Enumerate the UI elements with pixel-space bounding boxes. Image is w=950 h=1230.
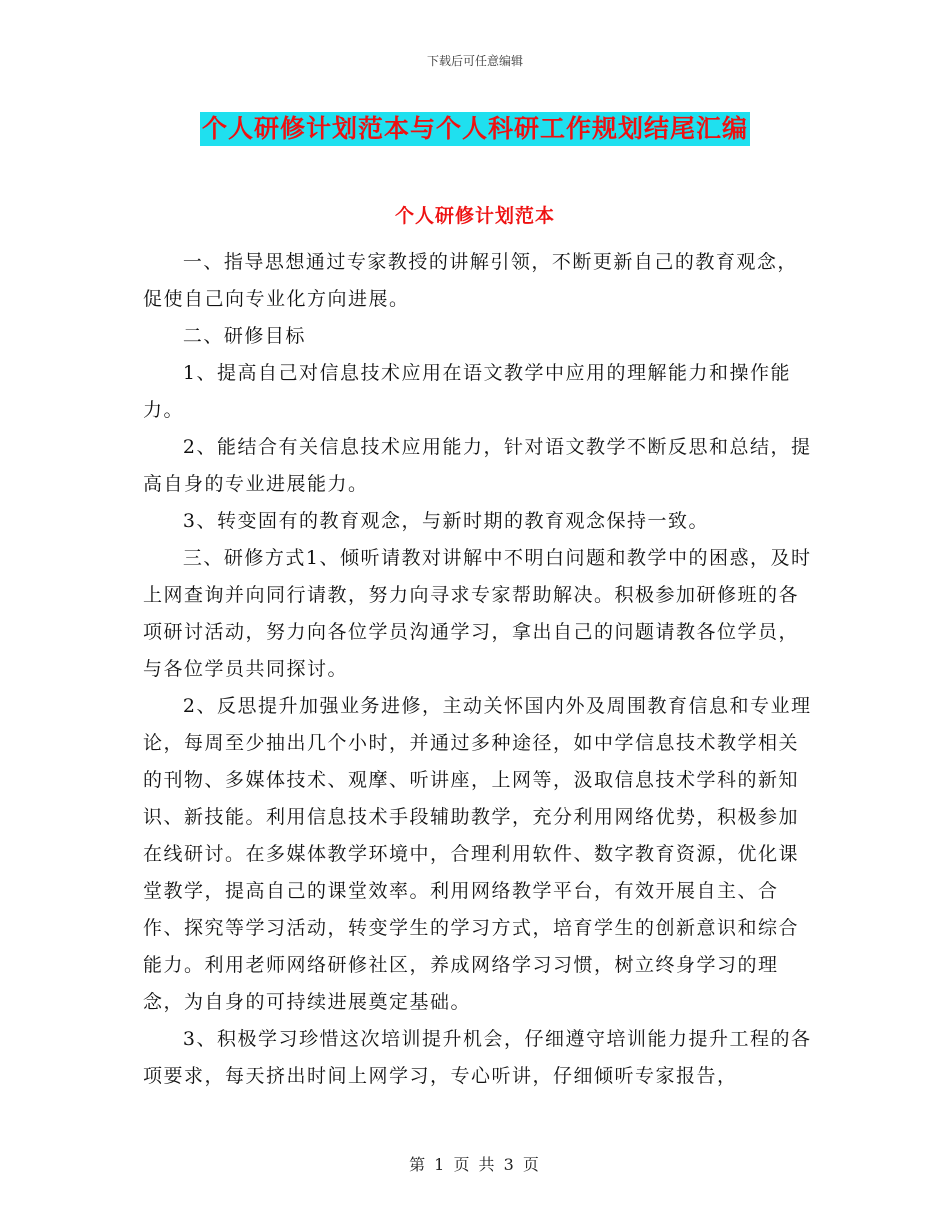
paragraph-goal-3: 3、转变固有的教育观念，与新时期的教育观念保持一致。 (182, 510, 709, 532)
header-note: 下载后可任意编辑 (426, 54, 523, 68)
paragraph-method-1: 三、研修方式1、倾听请教对讲解中不明白问题和教学中的困惑，及时上网查询并向同行请教，努力向寻求专家帮助解决。积极参加研修班的各项研讨活动，努力向各位学员沟通学习，拿出自己的问题请教各位学员，与各位学员共同探讨。 (143, 547, 812, 680)
document-title: 个人研修计划范本与个人科研工作规划结尾汇编 (200, 112, 750, 146)
document-body (143, 244, 817, 1095)
paragraph-method-3: 3、积极学习珍惜这次培训提升机会，仔细遵守培训能力提升工程的各项要求，每天挤出时间上网学习，专心听讲，仔细倾听专家报告， (143, 1028, 812, 1087)
paragraph-goals-heading: 二、研修目标 (182, 325, 306, 347)
paragraph-goal-2: 2、能结合有关信息技术应用能力，针对语文教学不断反思和总结，提高自身的专业进展能力。 (143, 436, 812, 495)
section-title: 个人研修计划范本 (394, 205, 555, 227)
paragraph-guiding-ideology: 一、指导思想通过专家教授的讲解引领，不断更新自己的教育观念，促使自己向专业化方向进展。 (143, 251, 798, 310)
paragraph-goal-1: 1、提高自己对信息技术应用在语文教学中应用的理解能力和操作能力。 (143, 362, 791, 421)
paragraph-method-2: 2、反思提升加强业务进修，主动关怀国内外及周围教育信息和专业理论，每周至少抽出几个小时，并通过多种途径，如中学信息技术教学相关的刊物、多媒体技术、观摩、听讲座，上网等，汲取信息技术学科的新知识、新技能。利用信息技术手段辅助教学，充分利用网络优势，积极参加在线研讨。在多媒体教学环境中，合理利用软件、数字教育资源，优化课堂教学，提高自己的课堂效率。利用网络教学平台，有效开展自主、合作、探究等学习活动，转变学生的学习方式，培育学生的创新意识和综合能力。利用老师网络研修社区，养成网络学习习惯，树立终身学习的理念，为自身的可持续进展奠定基础。 (143, 695, 812, 1013)
document-title-container (0, 112, 950, 146)
page-footer: 第 1 页 共 3 页 (409, 1155, 541, 1174)
